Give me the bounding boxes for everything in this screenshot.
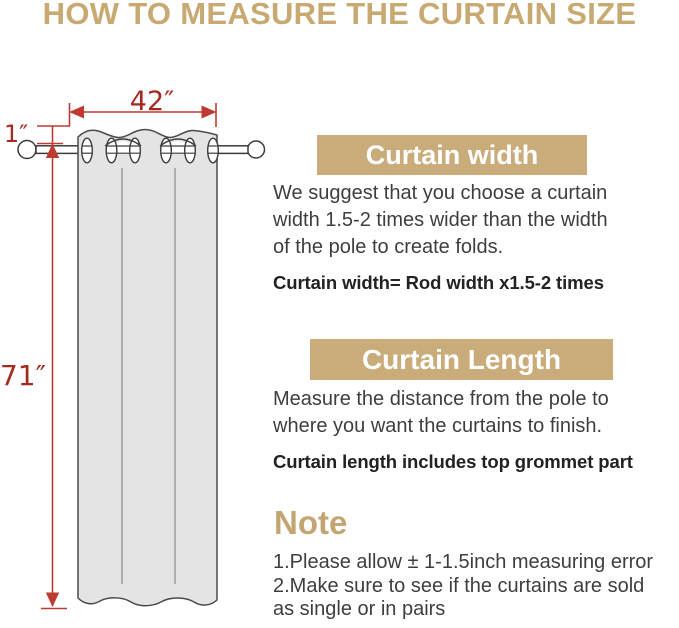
arrow-right-icon <box>202 106 217 119</box>
arrow-down-icon <box>46 593 59 608</box>
curtain-length-body <box>273 386 609 440</box>
note-item: as single or in pairs <box>273 598 446 620</box>
length-measure-label: 71″ <box>0 359 47 392</box>
arrow-left-icon <box>69 106 84 119</box>
curtain-length-formula: Curtain length includes top grommet part <box>273 451 633 472</box>
curtain-width-body-line: of the pole to create folds. <box>273 236 504 258</box>
gap-measure-label: 1″ <box>3 120 29 148</box>
curtain-width-body-line: We suggest that you choose a curtain <box>273 182 608 204</box>
curtain-width-body-line: width 1.5-2 times wider than the width <box>273 209 608 231</box>
width-measure-label: 42″ <box>129 86 175 117</box>
curtain-panel <box>78 130 217 606</box>
curtain-length-heading: Curtain Length <box>310 339 613 380</box>
grommet-ring <box>82 138 93 163</box>
note-item: 2.Make sure to see if the curtains are sold <box>273 574 645 597</box>
curtain-width-formula: Curtain width= Rod width x1.5-2 times <box>273 272 604 293</box>
curtain-length-body-line: where you want the curtains to finish. <box>273 415 603 437</box>
curtain-length-body-line: Measure the distance from the pole to <box>273 388 609 410</box>
rod-finial-right <box>248 141 265 158</box>
note-list <box>273 551 653 622</box>
note-item: 1.Please allow ± 1-1.5inch measuring error <box>273 551 654 573</box>
page-title: HOW TO MEASURE THE CURTAIN SIZE <box>42 0 637 31</box>
curtain-width-body <box>273 180 608 261</box>
curtain-measurement-diagram <box>0 0 280 628</box>
curtain-width-heading: Curtain width <box>317 135 587 175</box>
grommet-ring <box>208 138 219 163</box>
note-heading: Note <box>274 504 348 541</box>
